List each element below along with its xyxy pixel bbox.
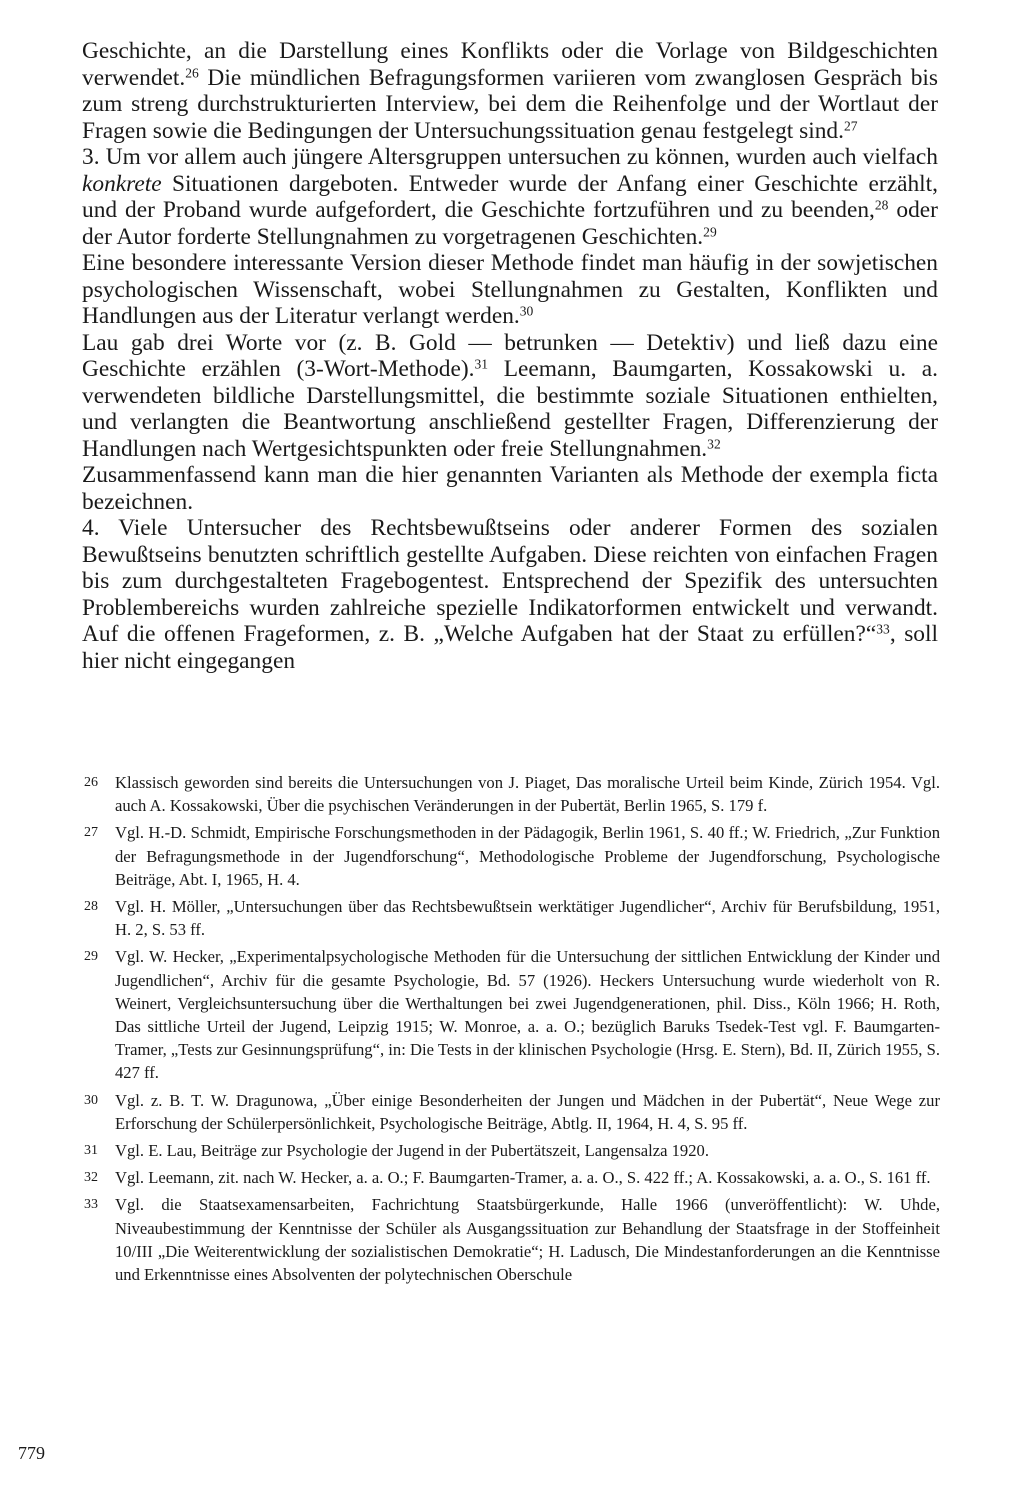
paragraph-3 <box>82 250 938 330</box>
paragraph-4 <box>82 330 938 463</box>
text-run: Leemann, Baumgarten, Kossakowski u. a. verwendeten bildliche Darstellungsmittel, die bestimmte soziale Situationen enthielten, und verlangten die Beantwortung anschließend gestellter Fragen, Differenzierung der Handlungen nach Wertgesichtspunkten oder freie Stellungnahmen. <box>82 356 938 462</box>
text-run: Geschichte, an die Darstellung eines Konflikts oder die Vorlage von Bildgeschichten verwendet. <box>82 38 938 91</box>
footnote-text: Vgl. die Staatsexamensarbeiten, Fachrichtung Staatsbürgerkunde, Halle 1966 (unveröffentlicht): W. Uhde, Niveaubestimmung der Kenntnisse der Schüler als Ausgangssituation zur Behandlung der Staatsfrage in der Stoffeinheit 10/III „Die Weiterentwicklung der sozialistischen Demokratie“; H. Ladusch, Die Mindestanforderungen an die Kenntnisse und Erkenntnisse eines Absolventen der polytechnischen Oberschule <box>115 1195 940 1285</box>
footnote-ref: 32 <box>707 436 721 452</box>
footnote-29 <box>84 945 940 1084</box>
footnote-ref: 29 <box>703 224 717 240</box>
footnote-number: 32 <box>84 1170 98 1186</box>
text-run: 4. Viele Untersucher des Rechtsbewußtseins oder anderer Formen des sozialen Bewußtseins benutzten schriftlich gestellte Aufgaben. Diese reichten von einfachen Fragen bis zum durchgestalteten Fragebogentest. Entsprechend der Spezifik des untersuchten Problembereichs wurden zahlreiche spezielle Indikatorformen entwickelt und verwandt. Auf die offenen Frageformen, z. B. „Welche Aufgaben hat der Staat zu erfüllen?“ <box>82 515 938 647</box>
footnote-ref: 26 <box>185 65 199 81</box>
footnote-33 <box>84 1193 940 1286</box>
footnote-text: Klassisch geworden sind bereits die Untersuchungen von J. Piaget, Das moralische Urteil beim Kinde, Zürich 1954. Vgl. auch A. Kossakowski, Über die psychischen Veränderungen in der Pubertät, Berlin 1965, S. 179 f. <box>115 773 940 816</box>
footnote-number: 29 <box>84 949 98 965</box>
main-text <box>82 38 938 674</box>
footnote-text: Vgl. H.-D. Schmidt, Empirische Forschungsmethoden in der Pädagogik, Berlin 1961, S. 40 ff.; W. Friedrich, „Zur Funktion der Befragungsmethode in der Jugendforschung“, Methodologische Probleme der Jugendforschung, Psychologische Beiträge, Abt. I, 1965, H. 4. <box>115 823 940 889</box>
footnote-26 <box>84 771 940 817</box>
footnotes <box>84 771 940 1290</box>
paragraph-5 <box>82 462 938 515</box>
paragraph-2 <box>82 144 938 250</box>
text-run: 3. Um vor allem auch jüngere Altersgruppen untersuchen zu können, wurden auch vielfach <box>82 144 938 170</box>
text-run: , soll hier nicht eingegangen <box>82 621 938 674</box>
page-number: 779 <box>18 1443 45 1463</box>
footnote-number: 30 <box>84 1092 98 1108</box>
footnote-ref: 30 <box>519 303 534 319</box>
footnote-30 <box>84 1089 940 1135</box>
paragraph-6 <box>82 515 938 674</box>
footnote-ref: 27 <box>843 118 858 134</box>
footnote-32 <box>84 1166 940 1189</box>
text-run: Zusammenfassend kann man die hier genannten Varianten als Methode der exempla ficta bezeichnen. <box>82 462 938 515</box>
footnote-text: Vgl. Leemann, zit. nach W. Hecker, a. a. O.; F. Baumgarten-Tramer, a. a. O., S. 422 ff.; A. Kossakowski, a. a. O., S. 161 ff. <box>115 1168 931 1188</box>
footnote-28 <box>84 895 940 941</box>
footnote-text: Vgl. E. Lau, Beiträge zur Psychologie der Jugend in der Pubertätszeit, Langensalza 1920. <box>115 1141 709 1161</box>
footnote-number: 31 <box>84 1143 98 1159</box>
footnote-number: 27 <box>84 825 98 841</box>
footnote-31 <box>84 1139 940 1162</box>
footnote-27 <box>84 821 940 891</box>
footnote-number: 33 <box>84 1197 98 1213</box>
text-run: Situationen dargeboten. Entweder wurde der Anfang einer Geschichte erzählt, und der Proband wurde aufgefordert, die Geschichte fortzuführen und zu beenden, <box>82 170 938 223</box>
footnote-number: 26 <box>84 775 98 790</box>
emphasis: konkrete <box>82 170 162 197</box>
text-run: Lau gab drei Worte vor (z. B. Gold — betrunken — Detektiv) und ließ dazu eine Geschichte erzählen (3-Wort-Methode). <box>82 329 938 382</box>
text-run: Die mündlichen Befragungsformen variieren vom zwanglosen Gespräch bis zum streng durchstrukturierten Interview, bei dem die Reihenfolge und der Wortlaut der Fragen sowie die Bedingungen der Untersuchungssituation genau festgelegt sind. <box>82 64 938 144</box>
footnote-text: Vgl. W. Hecker, „Experimentalpsychologische Methoden für die Untersuchung der sittlichen Entwicklung der Kinder und Jugendlichen“, Archiv für die gesamte Psychologie, Bd. 57 (1926). Heckers Untersuchung wurde wiederholt von R. Weinert, Vergleichsuntersuchung über die Werthaltungen bei zwei Jugendgenerationen, phil. Diss., Köln 1966; H. Roth, Das sittliche Urteil der Jugend, Leipzig 1915; W. Monroe, a. a. O.; bezüglich Baruks Tsedek-Test vgl. F. Baumgarten-Tramer, „Tests zur Gesinnungsprüfung“, in: Die Tests in der klinischen Psychologie (Hrsg. E. Stern), Bd. II, Zürich 1955, S. 427 ff. <box>115 947 940 1083</box>
footnote-ref: 31 <box>474 356 489 372</box>
footnote-number: 28 <box>84 899 98 915</box>
text-run: Eine besondere interessante Version dieser Methode findet man häufig in der sowjetischen psychologischen Wissenschaft, wobei Stellungnahmen zu Gestalten, Konflikten und Handlungen aus der Literatur verlangt werden. <box>82 250 938 329</box>
footnote-text: Vgl. H. Möller, „Untersuchungen über das Rechtsbewußtsein werktätiger Jugendlicher“, Archiv für Berufsbildung, 1951, H. 2, S. 53 ff. <box>115 897 940 940</box>
footnote-text: Vgl. z. B. T. W. Dragunowa, „Über einige Besonderheiten der Jungen und Mädchen in der Pubertät“, Neue Wege zur Erforschung der Schülerpersönlichkeit, Psychologische Beiträge, Abtlg. II, 1964, H. 4, S. 95 ff. <box>115 1090 940 1133</box>
text-run: oder der Autor forderte Stellungnahmen zu vorgetragenen Geschichten. <box>82 197 938 250</box>
footnote-ref: 33 <box>876 621 890 637</box>
paragraph-1 <box>82 38 938 144</box>
footnote-ref: 28 <box>874 197 889 213</box>
